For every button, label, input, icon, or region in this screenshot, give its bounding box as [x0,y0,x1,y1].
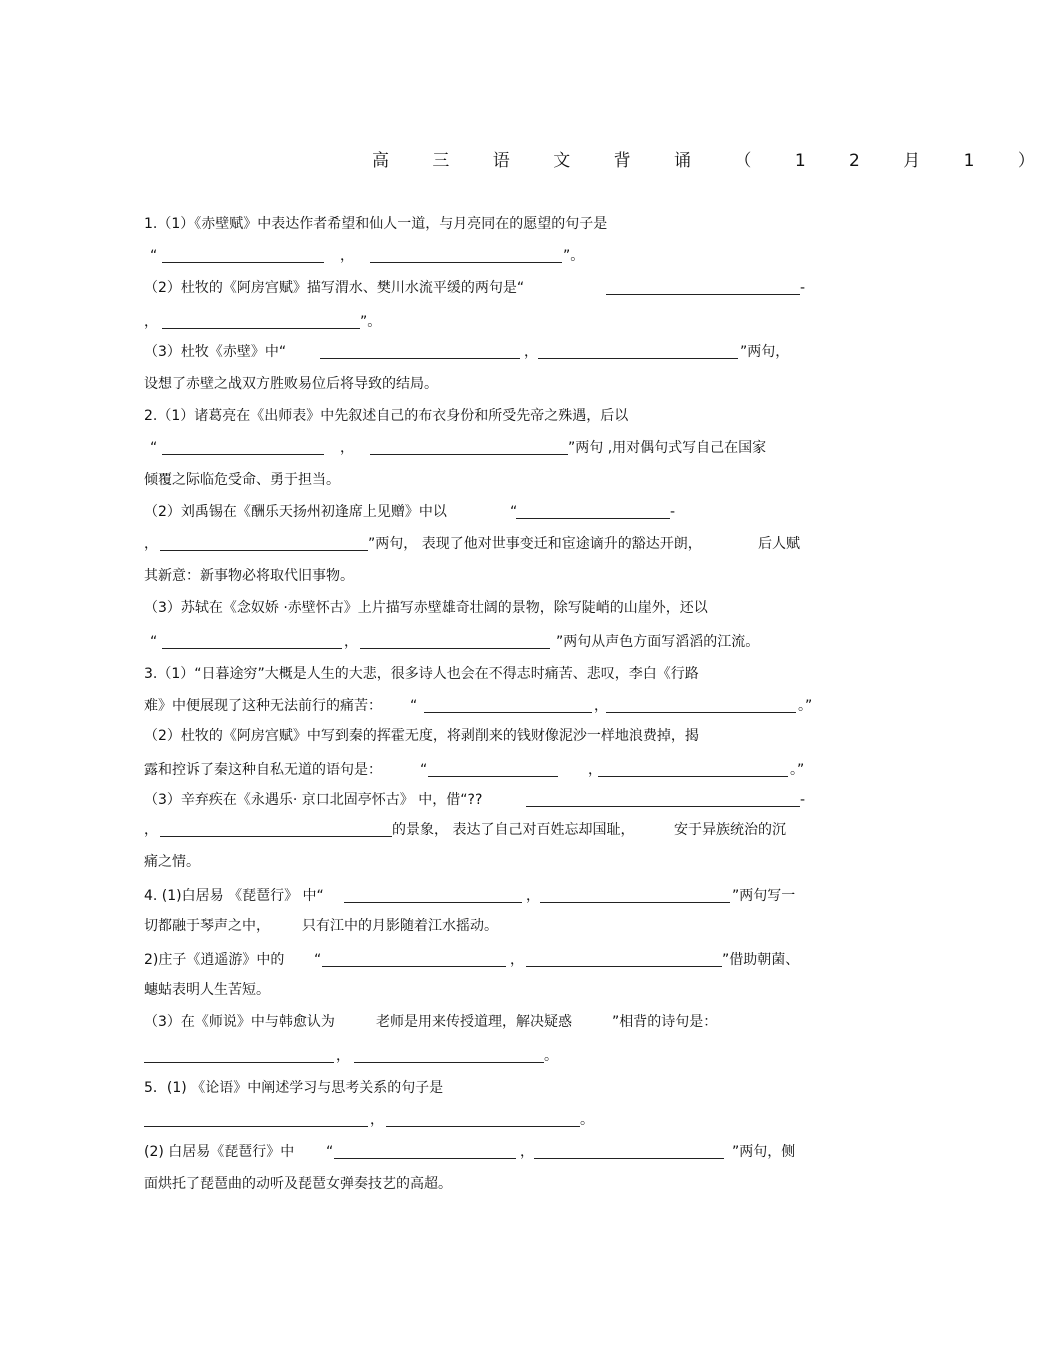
dash: - [800,280,806,296]
q4-stem: 4. (1)白居易 《琵琶行》 中“ [144,888,324,904]
q1-line3 [0,276,950,300]
q3-text: 露和控诉了秦这种自私无道的语句是： [144,762,382,778]
q2-text: 后人赋 [758,536,800,552]
period: 。 [580,1112,594,1128]
q1-blank-4[interactable] [162,328,360,329]
q5-line2 [0,1108,950,1132]
q2-line3 [0,468,950,492]
comma: ， [370,1112,384,1128]
q4-line2 [0,914,950,938]
q5-blank-3[interactable] [334,1158,516,1159]
q5-line1 [0,1076,950,1100]
q1-blank-2[interactable] [370,262,562,263]
open-quote: “ [150,440,158,456]
close-quote: 。” [790,762,805,778]
comma: ， [526,888,540,904]
q1-stem: 1.（1）《赤壁赋》中表达作者希望和仙人一道，与月亮同在的愿望的句子是 [144,216,608,232]
open-quote: “ [150,634,158,650]
q3-blank-4[interactable] [598,776,788,777]
open-quote: “ [410,698,418,714]
q3-line2 [0,694,950,718]
q4-line4 [0,978,950,1002]
comma: ， [510,952,524,968]
q4-line6 [0,1044,950,1068]
open-quote: “ [420,762,428,778]
q2-stem: 2.（1）诸葛亮在《出师表》中先叙述自己的布衣身份和所受先帝之殊遇，后以 [144,408,629,424]
q1-line4 [0,310,950,334]
comma: ， [144,314,158,330]
q1-blank-1[interactable] [162,262,324,263]
q3-blank-1[interactable] [424,712,592,713]
q5-blank-4[interactable] [534,1158,724,1159]
q5-sub2: (2) 白居易《琵琶行》中 [144,1144,295,1160]
page-title: 高 三 语 文 背 诵 （ 1 2 月 1 ） [372,151,1054,171]
comma: ， [144,536,158,552]
period: 。 [544,1048,558,1064]
comma: ， [144,822,158,838]
q3-line7 [0,850,950,874]
q2-text: 倾覆之际临危受命、勇于担当。 [144,472,340,488]
q3-line4 [0,758,950,782]
q4-blank-2[interactable] [540,902,730,903]
q3-sub3: （3）辛弃疾在《永遇乐· 京口北固亭怀古》 中，借“?? [144,792,483,808]
close-quote: ”两句， [740,344,790,360]
q3-stem: 3.（1）“日暮途穷”大概是人生的大悲，很多诗人也会在不得志时痛苦、悲叹，李白《行路 [144,666,699,682]
dash: - [800,792,806,808]
q2-sub3: （3）苏轼在《念奴娇 ·赤壁怀古》上片描写赤壁雄奇壮阔的景物，除写陡峭的山崖外，还以 [144,600,708,616]
q2-line1 [0,404,950,428]
q4-text: 只有江中的月影随着江水摇动。 [302,918,498,934]
q4-blank-1[interactable] [344,902,522,903]
q1-line1 [0,212,950,236]
q3-line3 [0,724,950,748]
q5-line4 [0,1172,950,1196]
q1-sub3: （3）杜牧《赤壁》中“ [144,344,287,360]
q5-blank-1[interactable] [144,1126,368,1127]
close-quote: ”。 [360,314,382,330]
comma: ， [340,440,354,456]
q3-blank-2[interactable] [606,712,796,713]
q4-text: 老师是用来传授道理，解决疑惑 [376,1014,572,1030]
q2-line7 [0,596,950,620]
q3-text: 痛之情。 [144,854,200,870]
q3-blank-3[interactable] [428,776,558,777]
q3-blank-6[interactable] [160,836,392,837]
q2-blank-1[interactable] [162,454,324,455]
comma: ， [588,762,602,778]
q2-blank-6[interactable] [360,648,550,649]
q1-text: 设想了赤壁之战双方胜败易位后将导致的结局。 [144,376,438,392]
q2-text: ”两句从声色方面写滔滔的江流。 [556,634,760,650]
q4-blank-3[interactable] [322,966,506,967]
q4-text: ”两句写一 [732,888,796,904]
q4-blank-6[interactable] [354,1062,544,1063]
q3-text: 安于异族统治的沉 [674,822,786,838]
q2-line4 [0,500,950,524]
comma: ， [344,634,358,650]
q3-text: 的景象， 表达了自己对百姓忘却国耻， [392,822,635,838]
q2-blank-4[interactable] [160,550,368,551]
q1-sub2: （2）杜牧的《阿房宫赋》描写渭水、樊川水流平缓的两句是“ [144,280,525,296]
q2-sub2: （2）刘禹锡在《酬乐天扬州初逢席上见赠》中以 [144,504,447,520]
comma: ， [340,248,354,264]
q4-blank-4[interactable] [526,966,722,967]
q1-blank-3[interactable] [606,294,800,295]
comma: ， [336,1048,350,1064]
q4-text: 蟪蛄表明人生苦短。 [144,982,270,998]
open-quote: “ [510,504,518,520]
comma: ， [520,1144,534,1160]
q2-blank-3[interactable] [516,518,670,519]
comma: ， [524,344,538,360]
q2-text: 其新意：新事物必将取代旧事物。 [144,568,354,584]
q3-blank-5[interactable] [526,806,800,807]
q4-sub2: 2)庄子《逍遥游》中的 [144,952,285,968]
open-quote: “ [150,248,158,264]
q5-line3 [0,1140,950,1164]
q1-blank-5[interactable] [320,358,520,359]
q4-text: 切都融于琴声之中， [144,918,270,934]
q3-line1 [0,662,950,686]
q4-blank-5[interactable] [144,1062,334,1063]
q2-text: ”两句， 表现了他对世事变迁和宦途谪升的豁达开朗， [368,536,702,552]
q3-sub2: （2）杜牧的《阿房宫赋》中写到秦的挥霍无度，将剥削来的钱财像泥沙一样地浪费掉，揭 [144,728,699,744]
q5-text: 面烘托了琵琶曲的动听及琵琶女弹奏技艺的高超。 [144,1176,452,1192]
q4-line3 [0,948,950,972]
q1-blank-6[interactable] [538,358,738,359]
close-quote: ”。 [563,248,585,264]
q1-line6 [0,372,950,396]
q3-line6 [0,818,950,842]
q3-text: 难》中便展现了这种无法前行的痛苦： [144,698,382,714]
q5-blank-2[interactable] [386,1126,580,1127]
q2-text: ”两句 ,用对偶句式写自己在国家 [568,440,767,456]
q2-line6 [0,564,950,588]
q4-text: ”相背的诗句是： [612,1014,718,1030]
open-quote: “ [314,952,322,968]
q1-line5 [0,340,950,364]
q2-blank-5[interactable] [162,648,342,649]
q2-line8 [0,630,950,654]
q5-text: ”两句，侧 [732,1144,796,1160]
q4-sub3: （3）在《师说》中与韩愈认为 [144,1014,335,1030]
comma: ， [594,698,608,714]
q3-line5 [0,788,950,812]
q4-line1 [0,884,950,908]
q4-line5 [0,1010,950,1034]
q2-line2 [0,436,950,460]
q5-stem: 5．(1) 《论语》中阐述学习与思考关系的句子是 [144,1080,444,1096]
q1-line2 [0,244,950,268]
close-quote: 。” [798,698,813,714]
q4-text: ”借助朝菌、 [722,952,800,968]
dash: - [670,504,676,520]
open-quote: “ [326,1144,334,1160]
q2-blank-2[interactable] [370,454,568,455]
q2-line5 [0,532,950,556]
